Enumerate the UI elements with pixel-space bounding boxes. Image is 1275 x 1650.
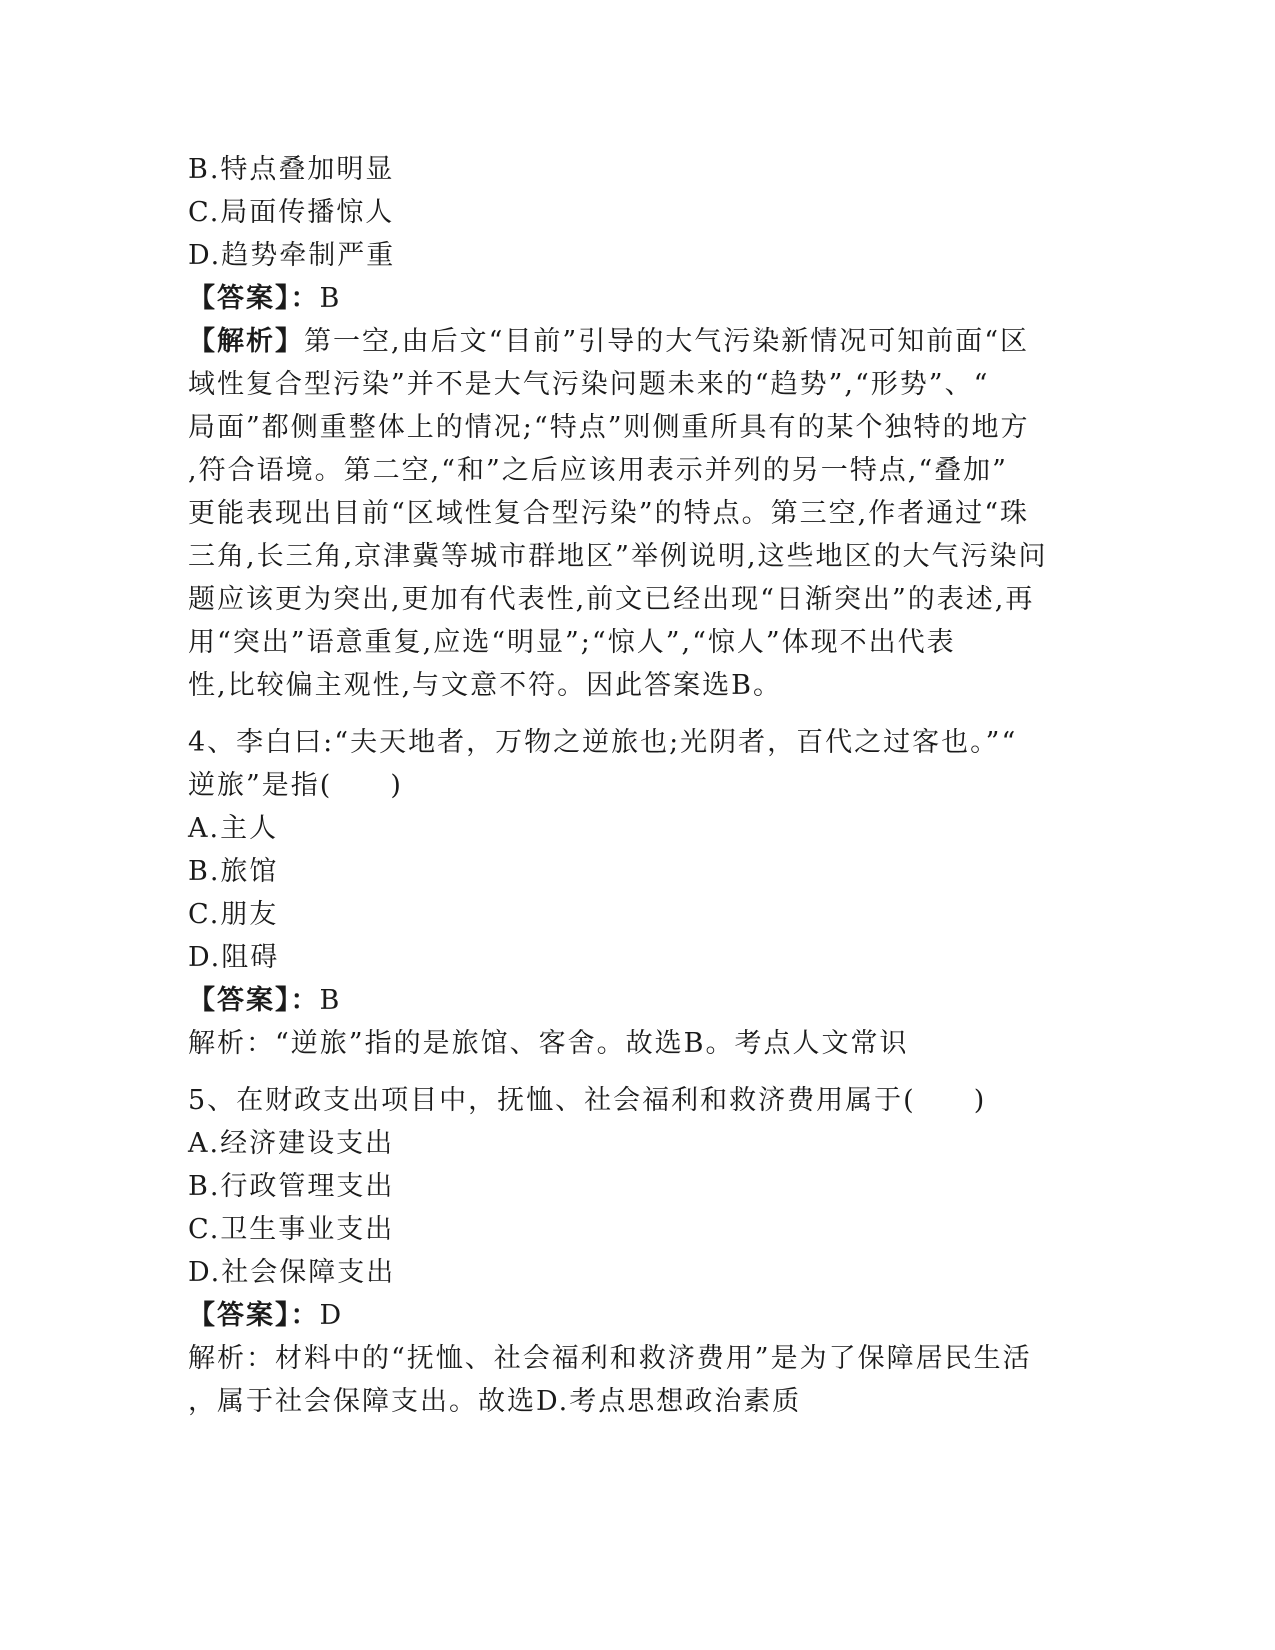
analysis-label: 【解析】 xyxy=(188,326,304,357)
q5-option-a: A.经济建设支出 xyxy=(188,1128,395,1159)
spacer xyxy=(188,1065,1088,1079)
answer-separator: ： xyxy=(290,283,320,314)
q4-option-a: A.主人 xyxy=(188,813,279,844)
q4-analysis: 解析：“逆旅”指的是旅馆、客舍。故选B。考点人文常识 xyxy=(188,1028,909,1059)
q4-option-b: B.旅馆 xyxy=(188,856,279,887)
q5-stem: 5、在财政支出项目中，抚恤、社会福利和救济费用属于( ) xyxy=(188,1085,987,1116)
q4-option-d: D.阻碍 xyxy=(188,942,280,973)
q5-analysis-line: 解析：材料中的“抚恤、社会福利和救济费用”是为了保障居民生活 xyxy=(188,1343,1032,1374)
q4-answer xyxy=(188,979,1088,1022)
analysis-line: ,符合语境。第二空,“和”之后应该用表示并列的另一特点,“叠加” xyxy=(188,455,1008,486)
answer-value: B xyxy=(319,985,342,1016)
answer-separator: ： xyxy=(290,985,320,1016)
answer-value: B xyxy=(319,283,342,314)
analysis-line: 更能表现出目前“区域性复合型污染”的特点。第三空,作者通过“珠 xyxy=(188,498,1029,529)
q4-stem-line: 逆旅”是指( ) xyxy=(188,770,403,801)
q5-option-d: D.社会保障支出 xyxy=(188,1257,396,1288)
q5-answer xyxy=(188,1294,1088,1337)
answer-label: 【答案】 xyxy=(188,1300,291,1331)
q3-option-b: B.特点叠加明显 xyxy=(188,154,395,185)
answer-label: 【答案】 xyxy=(188,985,291,1016)
q3-option-c: C.局面传播惊人 xyxy=(188,197,395,228)
analysis-line: 域性复合型污染”并不是大气污染问题未来的“趋势”,“形势”、“ xyxy=(188,369,990,400)
q4-stem-line: 4、李白曰:“夫天地者，万物之逆旅也;光阴者，百代之过客也。”“ xyxy=(188,727,1018,758)
answer-label: 【答案】 xyxy=(188,283,291,314)
q3-option-d: D.趋势牵制严重 xyxy=(188,240,396,271)
answer-value: D xyxy=(319,1300,344,1331)
q5-option-c: C.卫生事业支出 xyxy=(188,1214,395,1245)
analysis-line: 性,比较偏主观性,与文意不符。因此答案选B。 xyxy=(188,670,783,701)
q4-option-c: C.朋友 xyxy=(188,899,279,930)
question-4 xyxy=(188,721,1088,1065)
q5-option-b: B.行政管理支出 xyxy=(188,1171,395,1202)
analysis-line: 第一空,由后文“目前”引导的大气污染新情况可知前面“区 xyxy=(304,326,1029,357)
answer-separator: ： xyxy=(290,1300,320,1331)
analysis-line: 用“突出”语意重复,应选“明显”;“惊人”,“惊人”体现不出代表 xyxy=(188,627,956,658)
question-5 xyxy=(188,1079,1088,1423)
question-3 xyxy=(188,148,1088,707)
q5-analysis-line: ，属于社会保障支出。故选D.考点思想政治素质 xyxy=(188,1386,802,1417)
q3-answer xyxy=(188,277,1088,320)
q3-analysis xyxy=(188,320,1088,707)
document-page xyxy=(188,148,1088,1423)
analysis-line: 局面”都侧重整体上的情况;“特点”则侧重所具有的某个独特的地方 xyxy=(188,412,1030,443)
analysis-line: 三角,长三角,京津冀等城市群地区”举例说明,这些地区的大气污染问 xyxy=(188,541,1048,572)
spacer xyxy=(188,707,1088,721)
analysis-line: 题应该更为突出,更加有代表性,前文已经出现“日渐突出”的表述,再 xyxy=(188,584,1035,615)
